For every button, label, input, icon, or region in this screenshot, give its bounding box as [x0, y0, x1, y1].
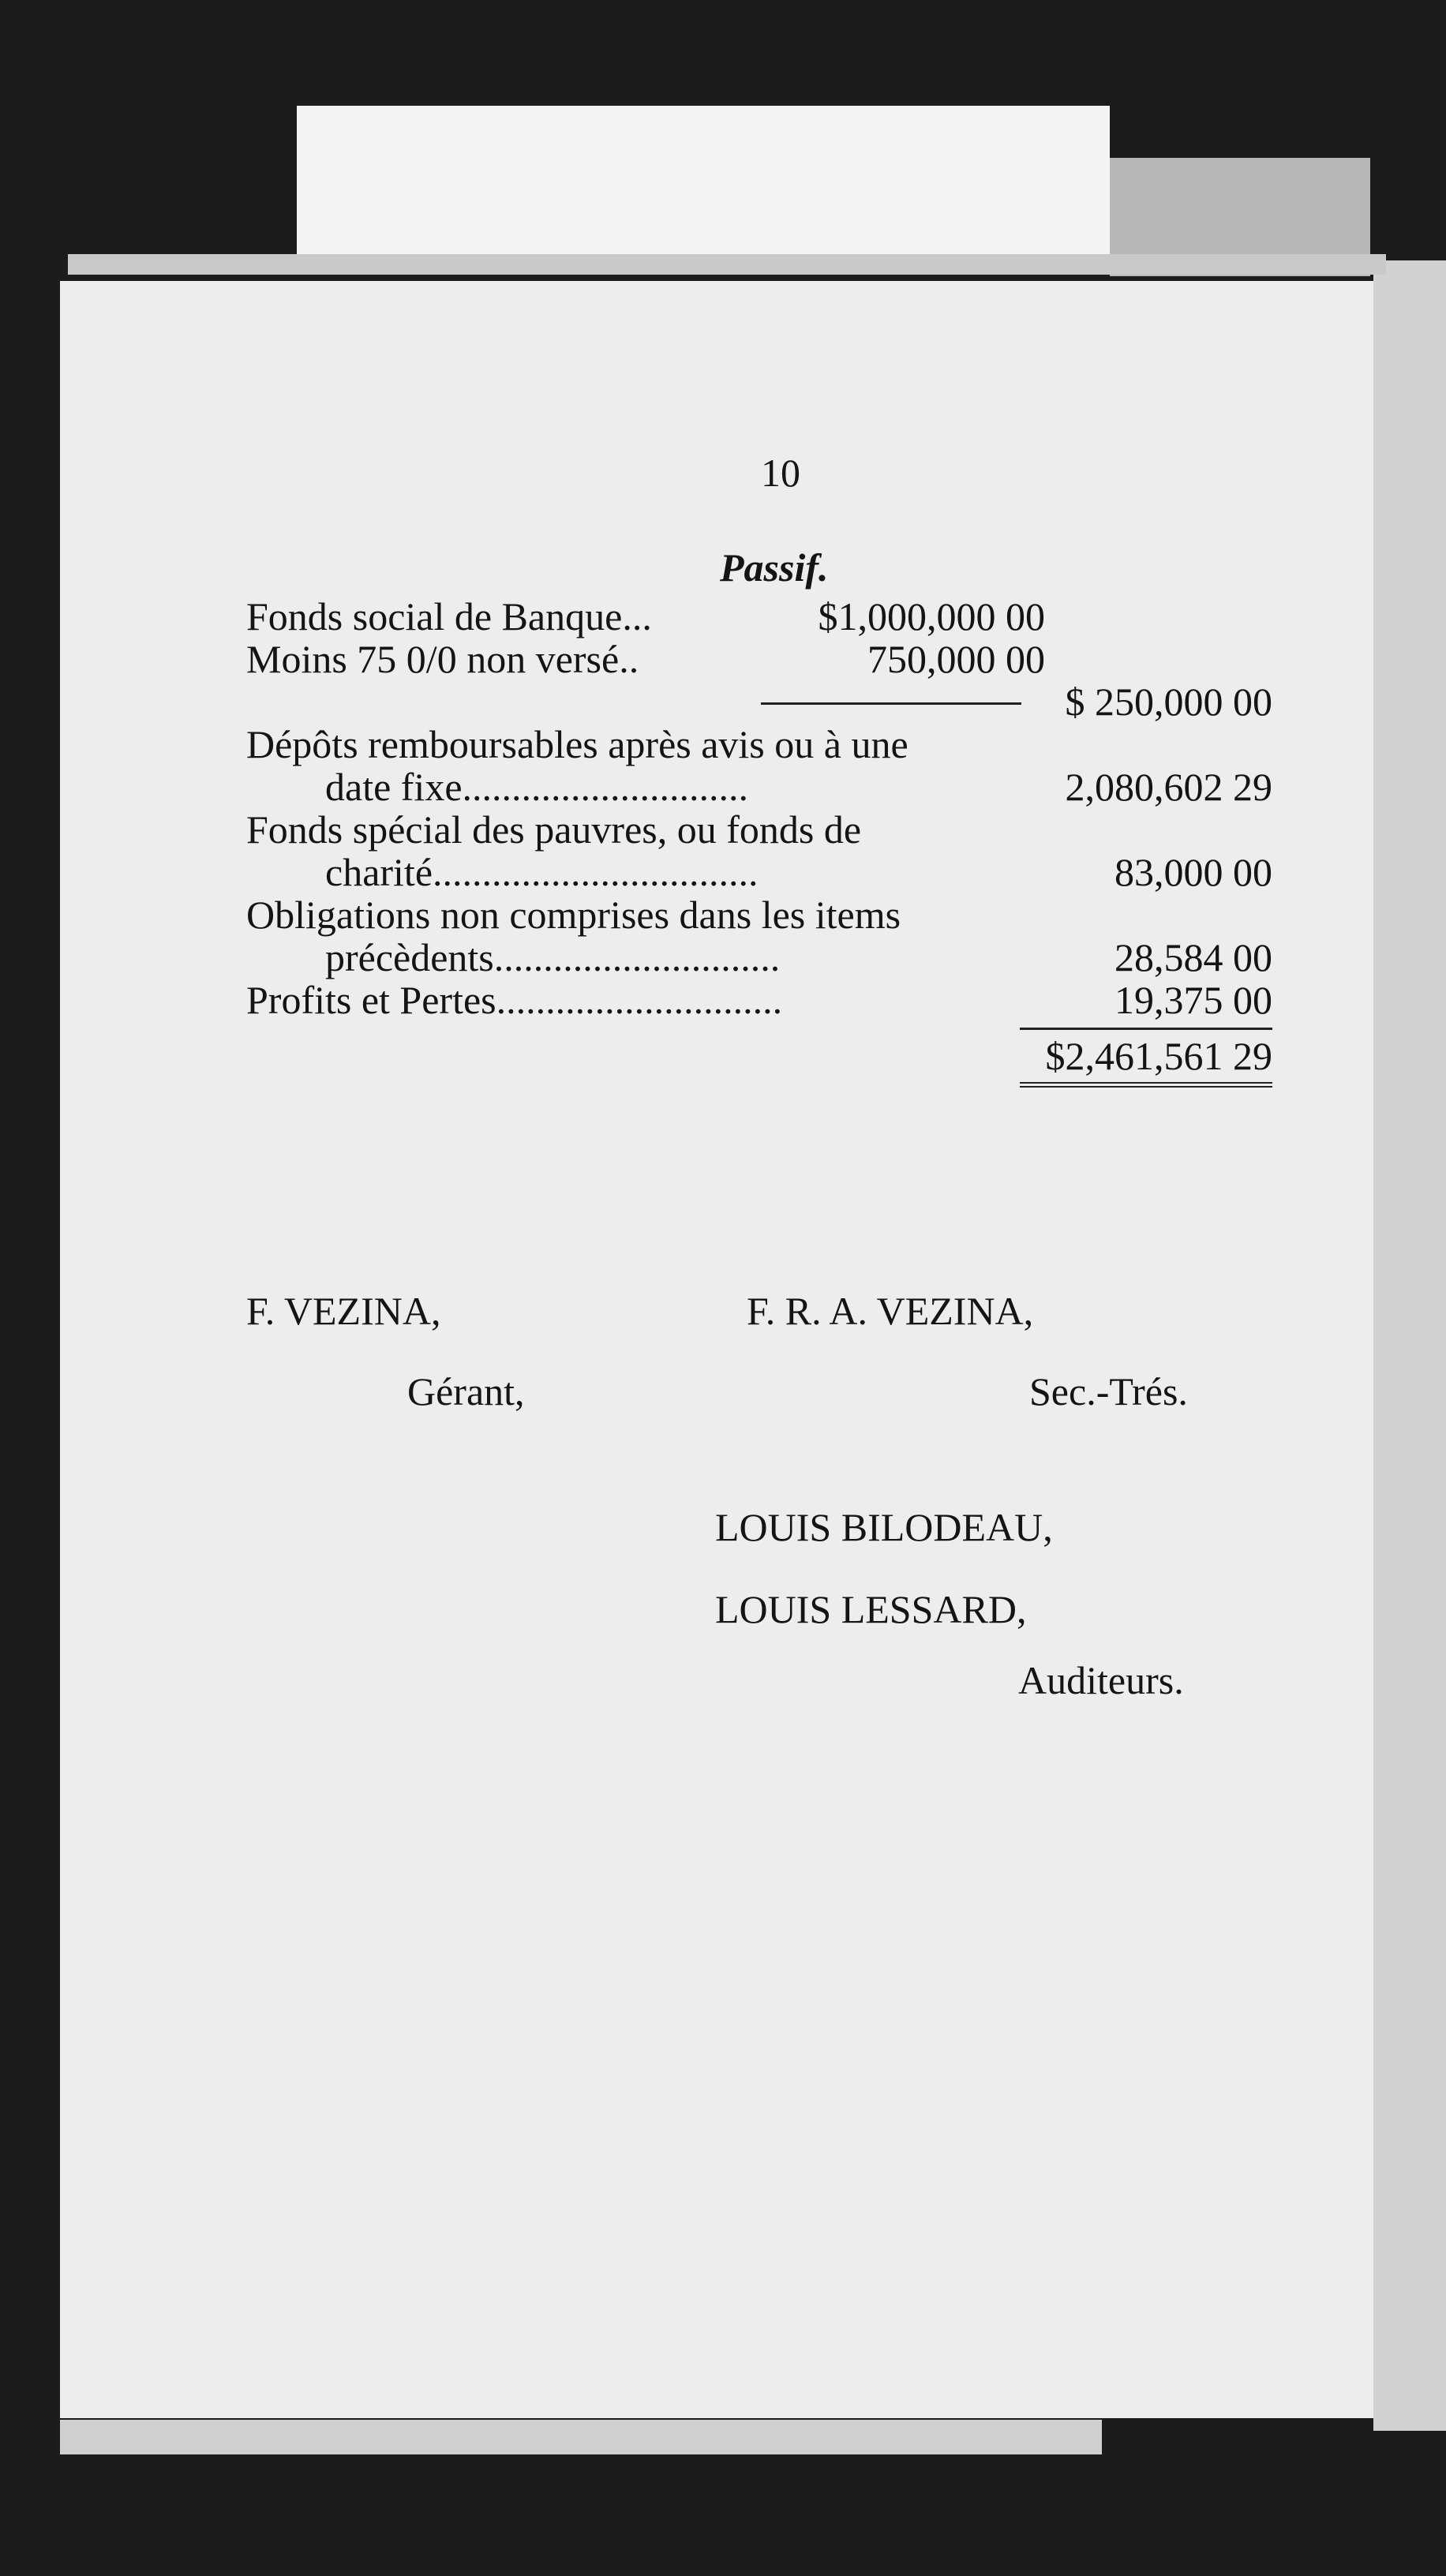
ledger-row-capital [246, 593, 1272, 636]
row-amount: $1,000,000 00 [818, 594, 1045, 638]
row-amount: $ 250,000 00 [1065, 680, 1272, 724]
row-label: Dépôts remboursables après avis ou à une [246, 722, 908, 766]
row-label: Obligations non comprises dans les items [246, 893, 901, 937]
ledger-row-obligations-1 [246, 892, 1272, 937]
row-amount: 83,000 00 [1114, 850, 1272, 894]
page-content [246, 450, 1272, 1091]
row-amount: 750,000 00 [867, 637, 1045, 681]
page-stack-edge [68, 254, 1386, 275]
signature-manager-title: Gérant, [407, 1369, 525, 1413]
signature-manager-name: F. VEZINA, [246, 1289, 441, 1333]
ledger-row-poor-fund-2 [246, 849, 1272, 892]
book-page [60, 281, 1373, 2418]
ledger-row-profit-loss [246, 977, 1272, 1020]
row-label: Fonds spécial des pauvres, ou fonds de [246, 807, 862, 852]
section-heading: Passif. [720, 545, 829, 590]
ledger-total-line [246, 1028, 1272, 1091]
row-label: charité................................. [325, 850, 759, 894]
ledger-row-unpaid [246, 636, 1272, 679]
ledger-row-deposits-1 [246, 721, 1272, 764]
ledger-row-obligations-2 [246, 934, 1272, 977]
auditors-title: Auditeurs. [1018, 1658, 1184, 1702]
ledger-row-deposits-2 [246, 764, 1272, 807]
page-number: 10 [761, 451, 800, 495]
grand-total: $2,461,561 29 [1020, 1028, 1272, 1088]
row-amount: 28,584 00 [1114, 935, 1272, 979]
auditor-1-name: LOUIS BILODEAU, [715, 1505, 1053, 1549]
auditor-2-name: LOUIS LESSARD, [715, 1587, 1027, 1631]
row-label: Fonds social de Banque... [246, 594, 652, 638]
row-amount: 2,080,602 29 [1065, 765, 1272, 809]
row-label: date fixe............................. [325, 765, 749, 809]
page-number-line [246, 450, 1272, 545]
signature-secretary-name: F. R. A. VEZINA, [747, 1289, 1034, 1333]
signature-secretary-title: Sec.-Trés. [1029, 1369, 1188, 1413]
subtotal-rule [761, 702, 1021, 705]
paper-slip [297, 106, 1110, 271]
row-label: Profits et Pertes............................. [246, 978, 783, 1022]
ledger-row-paid-capital [246, 679, 1272, 724]
ledger-row-poor-fund-1 [246, 807, 1272, 852]
row-label: précèdents............................. [325, 935, 781, 979]
heading-line [246, 545, 1272, 593]
page-bottom-edge [60, 2420, 1102, 2454]
book-backing [1373, 260, 1446, 2431]
row-amount: 19,375 00 [1114, 978, 1272, 1022]
row-label: Moins 75 0/0 non versé.. [246, 637, 639, 681]
